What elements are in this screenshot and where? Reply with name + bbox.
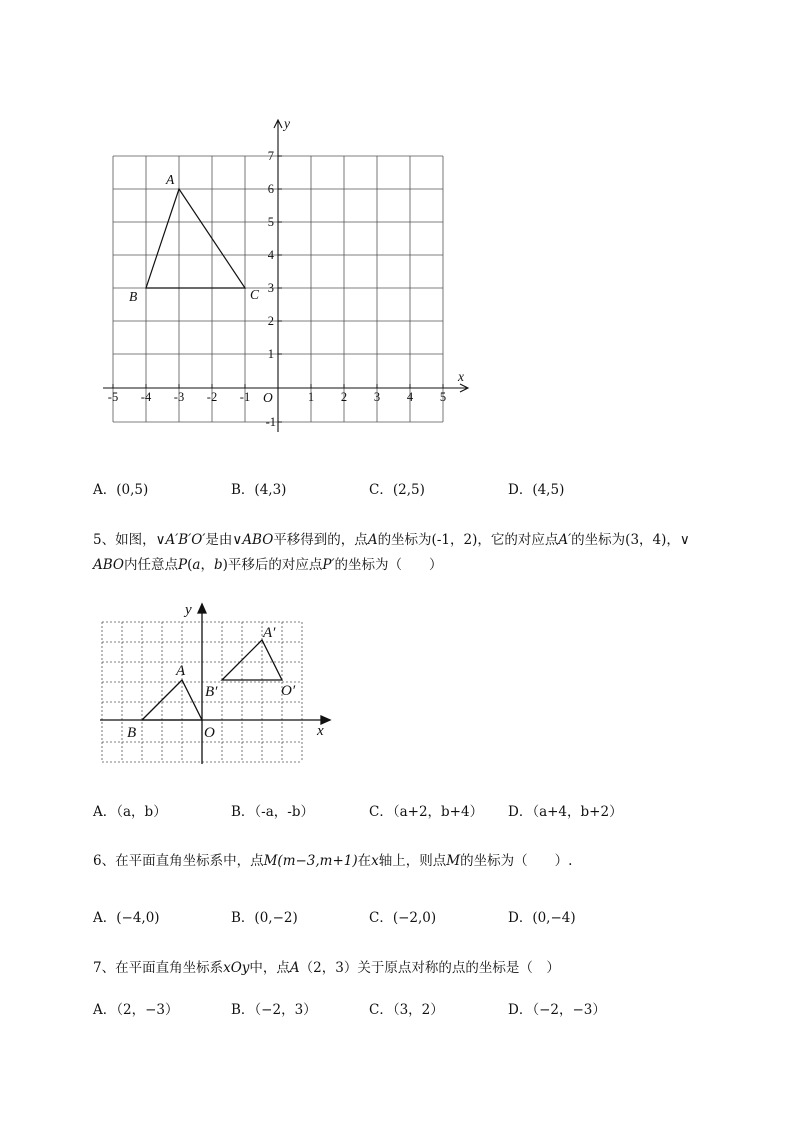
point-a-label: A (166, 172, 175, 187)
option-letter: B． (231, 910, 255, 926)
x-tick-label: 3 (373, 390, 381, 404)
x-tick-label: -1 (239, 390, 251, 404)
text: 内任意点 (124, 557, 178, 573)
y-tick-label: 2 (267, 314, 274, 328)
point-a-prime-label: A′ (263, 625, 276, 641)
text: 的坐标为（ ） (334, 557, 443, 573)
option-letter: C． (369, 910, 393, 926)
option-letter: C． (369, 482, 393, 498)
triangle-abc (146, 189, 245, 288)
text: ， (200, 557, 214, 573)
x-tick-label: -2 (206, 390, 218, 404)
x-tick-label: 2 (340, 390, 348, 404)
question-5-stem-line-2 (93, 553, 443, 573)
x-tick-label: 5 (439, 390, 447, 404)
option-letter: A． (93, 482, 117, 498)
option-d: D．（−2，−3） (508, 1002, 606, 1018)
x-tick-label: 1 (307, 390, 315, 404)
x-tick-label: -4 (140, 390, 152, 404)
option-value: (−4,0) (116, 910, 160, 926)
x-tick-label: -3 (173, 390, 185, 404)
option-value: (−2,0) (392, 910, 437, 926)
text: 在 (357, 853, 372, 869)
math: M (446, 853, 461, 869)
option-value: (0,−2) (254, 910, 298, 926)
y-axis-label: y (284, 116, 290, 131)
x-axis-label: x (458, 369, 464, 384)
math: A (289, 960, 300, 976)
y-tick-label: -1 (265, 415, 276, 429)
text: )平移后的对应点 (222, 557, 323, 573)
option-c (369, 478, 425, 498)
question-7-stem (93, 956, 560, 976)
point-b-label: B (129, 289, 138, 304)
option-d (508, 906, 576, 926)
option-c: C．（3，2） (369, 1002, 444, 1018)
x-tick-label: -5 (107, 390, 119, 404)
option-d: D．（a+4，b+2） (508, 804, 623, 820)
math: ABO (93, 557, 124, 573)
option-value: (0,5) (116, 482, 149, 498)
text: 7、在平面直角坐标系 (93, 960, 224, 976)
text: 是由∨ (205, 532, 243, 548)
option-b: B．（−2，3） (231, 1002, 317, 1018)
option-letter: B． (231, 482, 255, 498)
option-value: (4,3) (254, 482, 287, 498)
option-a: A．（2，−3） (93, 1002, 179, 1018)
text: 5、如图，∨ (93, 532, 166, 548)
text: 的坐标为(-1，2)，它的对应点 (377, 532, 559, 548)
y-tick-label: 6 (267, 182, 274, 196)
point-b-label: B (127, 725, 137, 741)
question-5-stem-line-1 (93, 528, 690, 548)
option-letter: D． (508, 910, 533, 926)
math: P (178, 557, 188, 573)
point-o-prime-label: O′ (281, 683, 296, 699)
text: 轴上，则点 (378, 853, 447, 869)
option-a: A．（a，b） (93, 804, 167, 820)
option-d (508, 478, 564, 498)
point-a-label: A (176, 663, 186, 679)
text: 中，点 (249, 960, 290, 976)
x-tick-label: 4 (406, 390, 414, 404)
math: A′B′O′ (165, 532, 206, 548)
option-c (369, 906, 436, 926)
math: x (371, 853, 379, 869)
math: ABO (242, 532, 274, 548)
y-tick-label: 5 (267, 215, 274, 229)
question-6-stem (93, 849, 572, 869)
point-c-label: C (250, 287, 260, 302)
origin-label: O (204, 725, 215, 741)
option-value: (2,5) (392, 482, 425, 498)
y-tick-label: 3 (267, 281, 274, 295)
text: （2，3）关于原点对称的点的坐标是（ ） (299, 960, 560, 976)
x-axis-label: x (317, 723, 324, 739)
math: b (213, 557, 223, 573)
y-tick-label: 4 (267, 248, 274, 262)
text: 的坐标为(3，4)，∨ (571, 532, 690, 548)
text: 6、在平面直角坐标系中，点 (93, 853, 264, 869)
option-b (231, 906, 298, 926)
option-a (93, 906, 160, 926)
text: 的坐标为（ ）. (460, 853, 573, 869)
text: 平移得到的，点 (273, 532, 368, 548)
math: a (192, 557, 201, 573)
math: A (367, 532, 378, 548)
triangle-abo (142, 680, 202, 720)
math: A′ (558, 532, 572, 548)
option-letter: D． (508, 482, 533, 498)
y-axis-arrow (198, 604, 206, 613)
y-tick-label: 7 (267, 149, 274, 163)
option-value: (0,−4) (532, 910, 576, 926)
math: (m−3,m+1) (277, 853, 358, 869)
option-value: (4,5) (532, 482, 565, 498)
math: M (263, 853, 278, 869)
math: P′ (322, 557, 335, 573)
option-letter: A． (93, 910, 117, 926)
triangle-a-prime-b-prime-o-prime (222, 640, 282, 680)
option-c: C．（a+2，b+4） (369, 804, 484, 820)
point-b-prime-label: B′ (205, 684, 218, 700)
option-b (231, 478, 286, 498)
y-tick-label: 1 (267, 347, 274, 361)
y-axis-label: y (185, 602, 192, 618)
option-a (93, 478, 148, 498)
origin-label: O (263, 390, 273, 405)
text: ( (187, 557, 193, 573)
option-b: B．（-a，-b） (231, 804, 314, 820)
figure-triangle-abc (95, 110, 485, 440)
figure-translation (95, 595, 340, 775)
math: xOy (223, 960, 250, 976)
